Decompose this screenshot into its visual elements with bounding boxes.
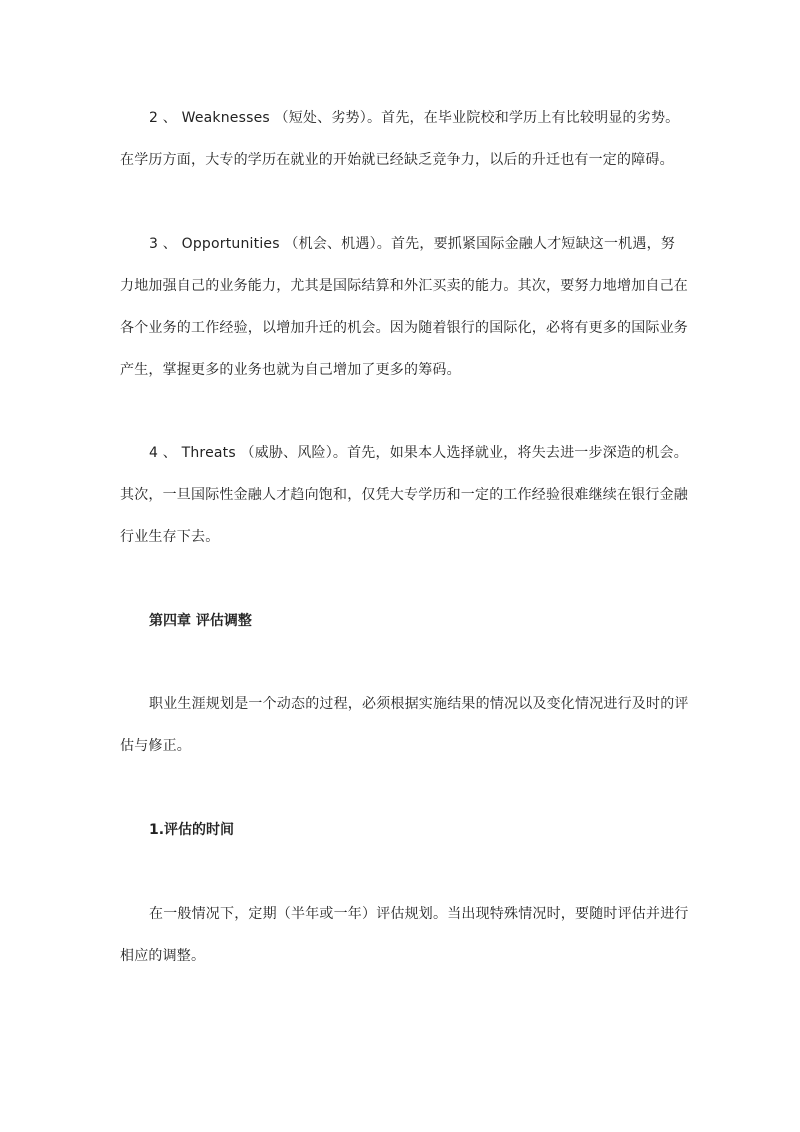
opportunities-paragraph-line-1: 3 、 Opportunities （机会、机遇）。首先，要抓紧国际金融人才短缺这一机遇，努 [149, 236, 675, 252]
subsection-1-heading: 1.评估的时间 [149, 822, 235, 838]
threats-paragraph-line-2: 其次，一旦国际性金融人才趋向饱和，仅凭大专学历和一定的工作经验很难继续在银行金融 [120, 487, 688, 503]
evaluation-time-paragraph-line-2: 相应的调整。 [120, 948, 206, 964]
threats-paragraph-line-1: 4 、 Threats （威胁、风险）。首先，如果本人选择就业，将失去进一步深造的机会。 [149, 445, 688, 461]
weaknesses-paragraph-line-2: 在学历方面，大专的学历在就业的开始就已经缺乏竞争力，以后的升迁也有一定的障碍。 [120, 152, 674, 168]
evaluation-time-paragraph-line-1: 在一般情况下，定期（半年或一年）评估规划。当出现特殊情况时，要随时评估并进行 [149, 906, 689, 922]
opportunities-paragraph-line-4: 产生，掌握更多的业务也就为自己增加了更多的筹码。 [120, 362, 461, 378]
chapter-4-heading: 第四章 评估调整 [149, 613, 252, 629]
opportunities-paragraph-line-2: 力地加强自己的业务能力，尤其是国际结算和外汇买卖的能力。其次，要努力地增加自己在 [120, 278, 688, 294]
opportunities-paragraph-line-3: 各个业务的工作经验，以增加升迁的机会。因为随着银行的国际化，必将有更多的国际业务 [120, 320, 688, 336]
threats-paragraph-line-3: 行业生存下去。 [120, 529, 220, 545]
weaknesses-paragraph-line-1: 2 、 Weaknesses （短处、劣势）。首先，在毕业院校和学历上有比较明显的劣势。 [149, 110, 680, 126]
chapter-4-intro-line-1: 职业生涯规划是一个动态的过程，必须根据实施结果的情况以及变化情况进行及时的评 [149, 696, 689, 712]
chapter-4-intro-line-2: 估与修正。 [120, 738, 191, 754]
